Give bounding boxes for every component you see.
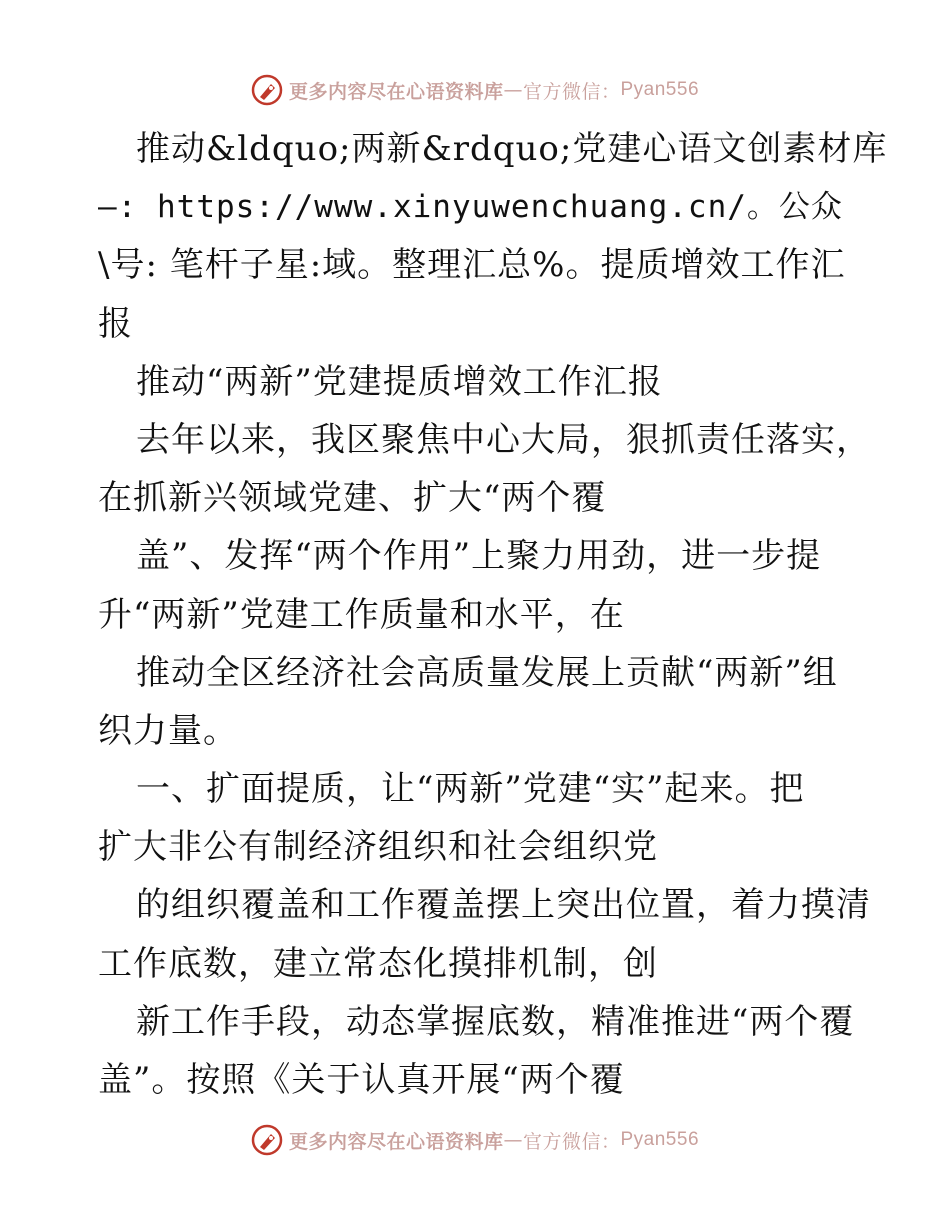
doc-line-6: 去年以来，我区聚焦中心大局，狠抓责任落实，: [136, 419, 871, 460]
pen-nib-logo-icon: [251, 74, 283, 106]
doc-line-11: 织力量。: [98, 710, 238, 751]
header-brand-text: 更多内容尽在心语资料库: [288, 80, 504, 103]
footer-wechat-label: 官方微信：: [522, 1130, 621, 1153]
doc-section-heading-1: 一、扩面提质，让“两新”党建“实”起来。把: [136, 769, 805, 810]
doc-line-4: 报: [98, 303, 133, 344]
doc-line-7: 在抓新兴领域党建、扩大“两个覆: [98, 478, 607, 519]
pen-nib-logo-icon: [251, 1124, 283, 1156]
doc-line-10: 推动全区经济社会高质量发展上贡献“两新”组: [136, 652, 838, 693]
doc-title: 推动“两新”党建提质增效工作汇报: [136, 361, 663, 402]
footer-banner: [0, 1120, 950, 1160]
header-wechat-label: 官方微信：: [522, 80, 621, 103]
document-body: [98, 120, 888, 1109]
doc-line-16: 新工作手段，动态掌握底数，精准推进“两个覆: [136, 1001, 855, 1042]
header-banner: [0, 70, 950, 110]
doc-line-17: 盖”。按照《关于认真开展“两个覆: [98, 1060, 625, 1100]
footer-wechat-account: Pyan556: [620, 1129, 700, 1150]
footer-brand-text: 更多内容尽在心语资料库: [288, 1130, 504, 1153]
doc-line-1: 推动&ldquo;两新&rdquo;党建心语文创素材库: [136, 129, 888, 169]
footer-dash: —: [503, 1129, 523, 1151]
header-wechat-account: Pyan556: [620, 79, 700, 100]
doc-line-15: 工作底数，建立常态化摸排机制，创: [98, 943, 658, 984]
doc-line-2: —: https://www.xinyuwenchuang.cn/。公众: [98, 189, 843, 226]
header-dash: —: [503, 79, 523, 101]
doc-line-13: 扩大非公有制经济组织和社会组织党: [98, 827, 658, 868]
doc-line-9: 升“两新”党建工作质量和水平，在: [98, 594, 625, 635]
doc-line-3: \号: 笔杆子星:域。整理汇总%。提质增效工作汇: [98, 245, 846, 286]
doc-line-14: 的组织覆盖和工作覆盖摆上突出位置，着力摸清: [136, 885, 871, 926]
doc-line-8: 盖”、发挥“两个作用”上聚力用劲，进一步提: [136, 536, 822, 577]
